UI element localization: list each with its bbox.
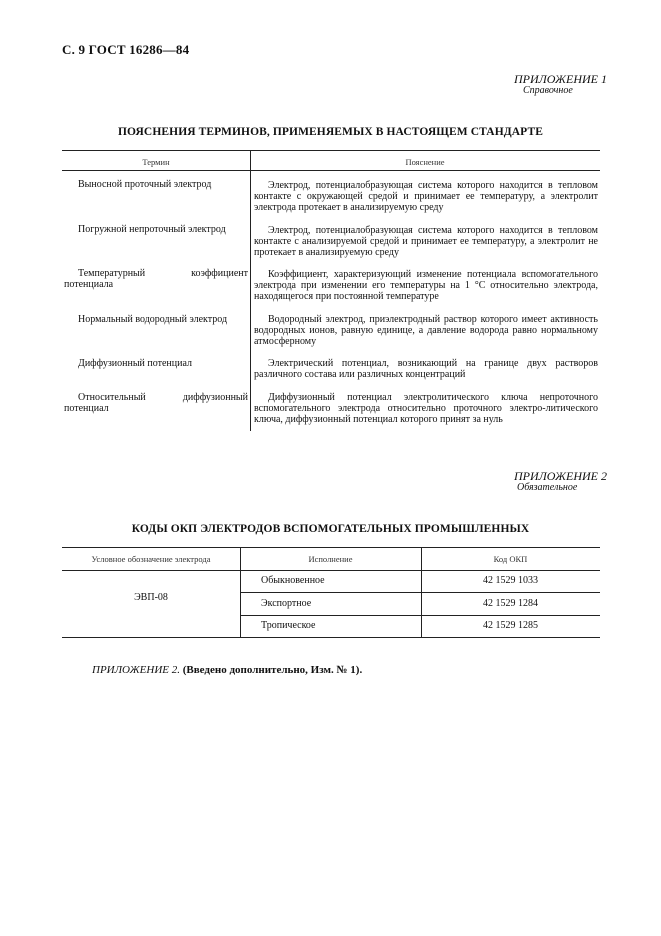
- term-immersion-electrode: Погружной непроточный электрод: [78, 224, 226, 235]
- explanation-remote-flow-electrode: Электрод, потенциалобразующая система которого находится в тепловом контакте с окружающей средой и принимает ее температуру, а электролит электрода протекает в анализируемую среду: [254, 180, 598, 214]
- amendment-note: [92, 664, 362, 676]
- table1-header-rule: [62, 170, 600, 171]
- table1-col-term: Термин: [142, 157, 170, 167]
- explanation-normal-hydrogen-electrode: Водородный электрод, приэлектродный раствор которого имеет активность водородных ионов, равную единице, а давление водорода равно нормальному атмосферному: [254, 314, 598, 348]
- appendix2-heading: КОДЫ ОКП ЭЛЕКТРОДОВ ВСПОМОГАТЕЛЬНЫХ ПРОМЫШЛЕННЫХ: [131, 523, 530, 535]
- appendix2-title: ПРИЛОЖЕНИЕ 2: [514, 469, 607, 483]
- term-temperature-coefficient-part2: коэффициент: [191, 268, 248, 279]
- appendix2-subtitle: Обязательное: [517, 482, 578, 493]
- explanation-temperature-coefficient: Коэффициент, характеризующий изменение потенциала вспомогательного электрода при изменении его температуры на 1 °С относительно электрода, находящегося при постоянной температуре: [254, 269, 598, 303]
- table2-row-rule-2: [240, 615, 600, 616]
- table2-bottom-rule: [62, 637, 600, 638]
- term-relative-diffusion-potential-part3: потенциал: [64, 403, 109, 415]
- term-normal-hydrogen-electrode: Нормальный водородный электрод: [78, 314, 228, 325]
- term-relative-diffusion-potential-part2: диффузионный: [182, 392, 248, 403]
- version-export: Экспортное: [261, 598, 312, 609]
- page-header: С. 9 ГОСТ 16286—84: [62, 42, 190, 57]
- table2-row-rule-1: [240, 592, 600, 593]
- term-temperature-coefficient-part3: потенциала: [64, 279, 114, 291]
- appendix1-heading: ПОЯСНЕНИЯ ТЕРМИНОВ, ПРИМЕНЯЕМЫХ В НАСТОЯЩЕМ СТАНДАРТЕ: [118, 126, 543, 138]
- term-relative-diffusion-potential-part1: Относительный: [78, 392, 146, 403]
- table1-top-rule: [62, 150, 600, 151]
- term-temperature-coefficient: [64, 268, 248, 290]
- explanation-immersion-electrode: Электрод, потенциалобразующая система которого находится в тепловом контакте с анализируемой средой и принимает ее температуру, а электролит не протекает в анализируемую среду: [254, 225, 598, 259]
- electrode-designation: ЭВП-08: [134, 592, 168, 603]
- term-diffusion-potential: Диффузионный потенциал: [78, 358, 192, 369]
- explanation-diffusion-potential: Электрический потенциал, возникающий на границе двух растворов различного состава или различных концентраций: [254, 358, 598, 381]
- amendment-note-label: ПРИЛОЖЕНИЕ 2.: [92, 664, 180, 676]
- version-tropical: Тропическое: [261, 620, 316, 631]
- amendment-note-text: (Введено дополнительно, Изм. № 1).: [182, 664, 363, 676]
- appendix1-subtitle: Справочное: [523, 85, 573, 96]
- explanation-relative-diffusion-potential: Диффузионный потенциал электролитического ключа непроточного вспомогательного электрода относительно проточного электро-литического ключа, диффузионный потенциал которого принят за нуль: [254, 392, 598, 426]
- code-export: 42 1529 1284: [483, 598, 538, 609]
- term-temperature-coefficient-part1: Температурный: [78, 268, 146, 279]
- term-remote-flow-electrode: Выносной проточный электрод: [78, 179, 212, 190]
- code-tropical: 42 1529 1285: [483, 620, 538, 631]
- table2-col-code: Код ОКП: [493, 554, 528, 564]
- table1-col-explanation: Пояснение: [405, 157, 445, 167]
- version-ordinary: Обыкновенное: [261, 575, 325, 586]
- table2-header-rule: [62, 570, 600, 571]
- table1-column-divider: [250, 150, 251, 431]
- table2-col-designation: Условное обозначение электрода: [91, 554, 211, 564]
- table2-col-version: Исполнение: [308, 554, 353, 564]
- appendix1-title: ПРИЛОЖЕНИЕ 1: [514, 72, 607, 86]
- code-ordinary: 42 1529 1033: [483, 575, 538, 586]
- table2-top-rule: [62, 547, 600, 548]
- term-relative-diffusion-potential: [64, 392, 248, 414]
